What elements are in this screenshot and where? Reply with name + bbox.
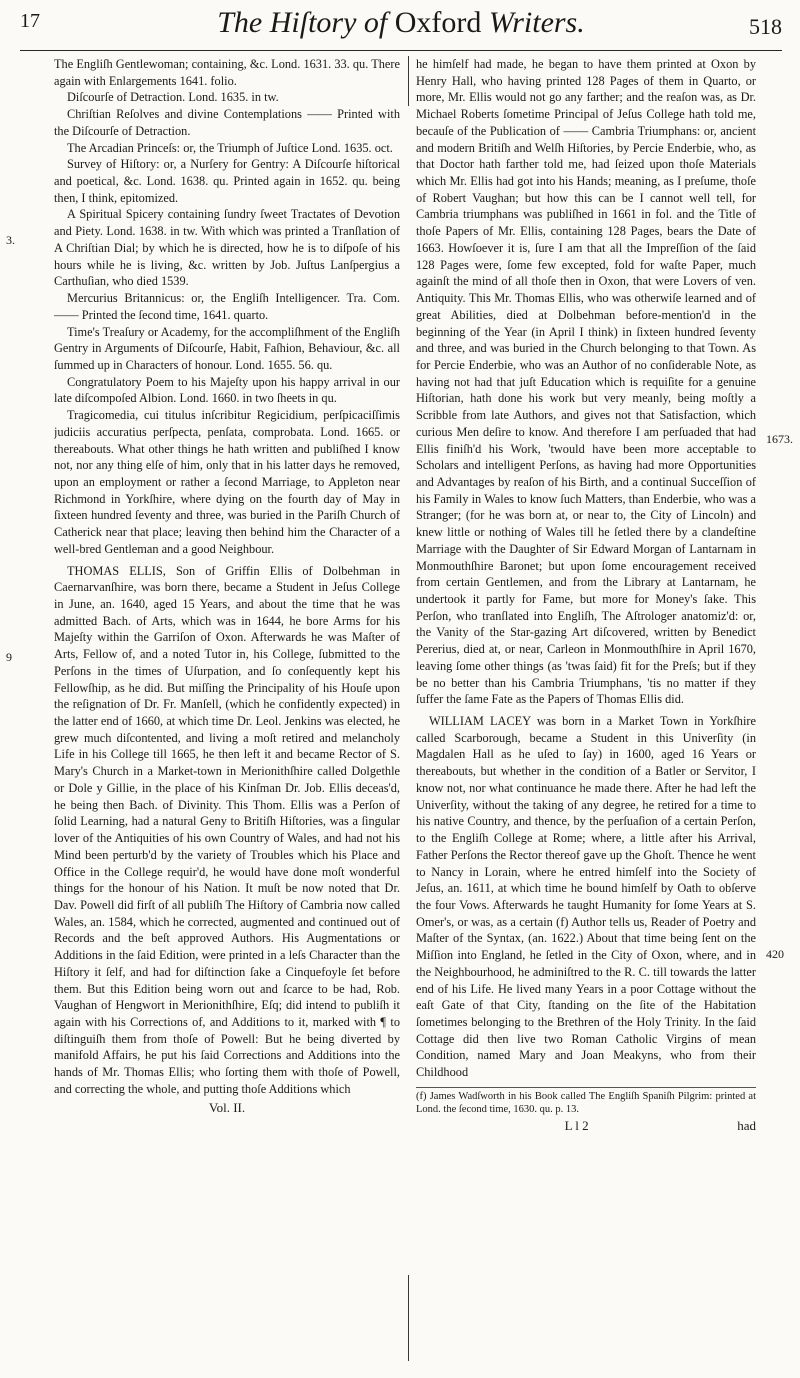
entry-arcadian-princess: The Arcadian Princeſs: or, the Triumph of Juſtice Lond. 1635. oct. (67, 140, 393, 155)
page-number-right: 518 (749, 14, 782, 39)
margin-note-right-1: 1673. (766, 432, 793, 446)
margin-note-left-2: 9 (6, 650, 12, 664)
entry-congratulatory-poem: Congratulatory Poem to his Majeſty upon his happy arrival in our late diſcompoſed Albion. Lond. 1660. in two ſheets in qu. (54, 374, 400, 406)
entry-mercurius-britannicus: Mercurius Britannicus: or, the Engliſh Intelligencer. Tra. Com. —— Printed the ſecond time, 1641. quarto. (54, 291, 400, 322)
entry-christian-resolves: Chriſtian Reſolves and divine Contemplations —— Printed with the Diſcourſe of Detraction. (54, 107, 400, 138)
title-part-1: The Hiſtory of (217, 6, 388, 39)
title-part-2: Oxford (394, 6, 482, 39)
entry-thomas-ellis: THOMAS ELLIS, Son of Griffin Ellis of Dolbehman in Caernarvanſhire, was born there, became a Student in Jeſus College in June, an. 1640, aged 15 Years, and about the time that he was admitted Bach. of Arts, which was in 1644, he bore Arms for his Majeſty within the Garriſon of Oxon. Afterwards he was Maſter of Arts, Fellow of, and a noted Tutor in, his College, ſubmitted to the Perſons in the times of Uſurpation, and ſo conſequently kept his Fellowſhip, as he did. But miſſing the Principality of his Houſe upon the reſignation of Dr. Fr. Manſell, (which he confidently expected) in the latter end of 1660, at which time Dr. Leol. Jenkins was elected, he grew much diſcontented, and living a moſt retired and melancholy Life in his College till 1665, he then left it and became Rector of S. Mary's Church in a Market-town in Merionithſhire called Dolgethle or Dole y Gillie, in the place of his Kinſman Dr. Job. Ellis deceas'd, he being then Bach. of Divinity. This Thom. Ellis was a Perſon of ſolid Learning, had a natural Geny to Britiſh Hiſtories, was a ſingular lover of the Antiquities of his own Country of Wales, and had not his Mind been perturb'd by the variety of Troubles which his Place and Office in the College requir'd, he would have done moſt wonderful things for the honour of his Nation. It muſt be now noted that Dr. Dav. Powell did firſt of all publiſh The Hiſtory of Cambria now called Wales, an. 1584, which he corrected, augmented and continued out of Records and the beſt approved Authors. His Augmentations or Additions in the ſaid Edition, were printed in a leſs Character than the Hiſtory it ſelf, and had for diſtinction ſake a Cinquefoyle ſet before them. But this Edition being worn out and ſcarce to be had, Rob. Vaughan of Hengwort in Merionithſhire, Eſq; did intend to publiſh it again with his Corrections of, and Additions to it, marked with ¶ to diſtinguiſh them from thoſe of Powell: But he being diverted by manifold Affairs, he put his ſaid Corrections and Additions into the hands of Mr. Thomas Ellis; who ſorting them with thoſe of Powell, and correcting the whole, and putting thoſe Additions which (54, 563, 400, 1096)
title-part-3: Writers. (488, 6, 585, 39)
running-header (20, 6, 782, 50)
header-rule (20, 50, 782, 51)
signature-right (416, 1118, 756, 1135)
entry-times-treasury: Time's Treaſury or Academy, for the accompliſhment of the Engliſh Gentry in Arguments of Diſcourſe, Habit, Faſhion, Behaviour, &c. all ſummed up in Characters of honour. Lond. 1655. 56. qu. (54, 324, 400, 372)
margin-note-left-1: 3. (6, 233, 15, 247)
margin-note-right-2: 420 (766, 947, 784, 961)
entry-tragicomedia: Tragicomedia, cui titulus inſcribitur Regicidium, perſpicaciſſimis judiciis accuratius perſpecta, penſata, comprobata. Lond. 1665. or thereabouts. What other things he hath written and publiſhed I know not, nor any thing elſe of him, only that in his latter days he removed, upon an employment or rather a ſecond Marriage, to Appleton near Richmond in Yorkſhire, where dying on the fourth day of May in ſixteen hundred ſeventy and three, was buried in the Pariſh Church of Catherick near that place; leaving then behind him the Character of a well-bred Gentleman and a good Neighbour. (54, 408, 400, 556)
page-number-left: 17 (20, 10, 40, 32)
entry-english-gentlewoman: The Engliſh Gentlewoman; containing, &c. Lond. 1631. 33. qu. There again with Enlargements 1641. folio. (54, 57, 400, 88)
signature-left: Vol. II. (208, 1099, 246, 1115)
entry-discourse-detraction: Diſcourſe of Detraction. Lond. 1635. in tw. (67, 90, 279, 105)
catchword: had (737, 1117, 756, 1133)
entry-thomas-ellis-cont: he himſelf had made, he began to have them printed at Oxon by Henry Hall, who having printed 128 Pages of them in Quarto, or more, Mr. Ellis would not go any farther; and the reaſon was, as Dr. Michael Roberts ſometime Principal of Jeſus College hath told me, becauſe of the Publication of —— Cambria Triumphans: or, ancient and modern Britiſh and Welſh Hiſtories, by Percie Enderbie, who, as that Doctor hath farther told me, had ſeized upon thoſe Materials which Mr. Ellis had got into his Hands; meaning, as I preſume, thoſe of Robert Vaughan; but how this can be I cannot well tell, for Cambria triumphans was publiſhed in 1661 in fol. and the Title of thoſe Papers of Mr. Ellis, containing 128 Pages, bears the Date of 1663. Howſoever it is, ſure I am that all the Impreſſion of the ſaid 128 Pages were, ſome few excepted, fold for waſte Paper, much againſt the mind of all thoſe then in Oxon, that were Lovers of ven. Antiquity. This Mr. Thomas Ellis, who was otherwiſe learned and of great Abilities, died at Dolbehman before-mention'd in the beginning of the Year (in April I think) in ſixteen hundred ſeventy and three, and was buried in the Church belonging to that Town. As for Percie Enderbie, who was an Author of no conſiderable Note, as having not had that juſt Education which is requiſite for a genuine Hiſtorian, hath done his work but very meanly, being moſtly a Scribble from late Authors, and gives not that Satisfaction, which curious Men deſire to know. And therefore I am perſuaded that had Ellis finiſh'd his Work, 'twould have been more acceptable to Scholars and intelligent Perſons, as having had more Opportunities and Advantages by reaſon of his Birth, and a continual Succeſſion of his Family in Wales to know ſuch Matters, than Enderbie, who was a Stranger; (for he was born at, or near to, the City of Lincoln) and knew little or nothing of Wales till he ſetled there by a clandeſtine Marriage with the Daughter of Sir Edward Morgan of Lantarnam in Monmouthſhire Baronet; but upon ſome encouragement received from certain Gentlemen, and from the Library at Lantarnam, he undertook it partly for Fame, but more for Money's ſake. This Perſon, who tranſlated into Engliſh, The Aſtrologer anatomiz'd: or, the Vanity of the Star-gazing Art diſcovered, written by Benedict Pererius, died at, or near, Carleon in Monmouthſhire in April 1670, leaving ſome other things (as 'twas ſaid) fit for the Preſs; but if they be no better than his Cambria Triumphans, 'tis no matter if they ſuffer the ſame Fate as the Papers of Thomas Ellis did. (416, 57, 756, 707)
entry-william-lacey: WILLIAM LACEY was born in a Market Town in Yorkſhire called Scarborough, became a Student in this Univerſity (in Magdalen Hall as he uſed to ſay) in 1600, aged 16 Years or thereabouts, but whether in the condition of a Batler or Servitor, I know not, nor what continuance he made there. After he had left the Univerſity, without the taking of any degree, he retired for a time to his native Country, and thence, by the perſuaſion of a certain Perſon, to the Engliſh College at Rome; where, a little after his Arrival, Father Perſons the Rector thereof gave up the Ghoſt. Thence he went to Nancy in Lorain, where he entred himſelf into the Society of Jeſus, an. 1611, at which time he bound himſelf by Oath to obſerve the four Vows. Afterwards he taught Humanity for ſome Years at S. Omer's, or was, as a certain (f) Author tells us, Reader of Poetry and Maſter of the Syntax, (an. 1622.) About that time being ſent on the Miſſion into England, he ſetled in the City of Oxon, where, and in the Neighbourhood, he adminiſtred to the R. C. till towards the latter end of his Life. He lived many Years in a poor Cottage without the eaſt Gate of that City, ſtanding on the ſite of the Habitation ſometimes belonging to the Brethren of the Holy Trinity. In the ſaid Cottage did then live two Roman Catholic Virgins of mean Condition, named Mary and Joan Meakyns, who from their Childhood (416, 714, 756, 1080)
column-divider-bottom (408, 1275, 409, 1361)
footnote: (f) James Wadſworth in his Book called The Engliſh Spaniſh Pilgrim: printed at Lond. the ſecond time, 1630. qu. p. 13. (416, 1087, 756, 1116)
column-divider-top (408, 56, 409, 106)
left-column (54, 56, 400, 1361)
entry-survey-history: Survey of Hiſtory: or, a Nurſery for Gentry: A Diſcourſe hiſtorical and poetical, &c. Lond. 1638. qu. Printed again in 1652. qu. being then, I think, epitomized. (54, 157, 400, 205)
right-column (416, 56, 756, 1361)
signature-mark: L l 2 (564, 1117, 589, 1133)
entry-spiritual-spicery: A Spiritual Spicery containing ſundry ſweet Tractates of Devotion and Piety. Lond. 1638. in tw. With which was printed a Tranſlation of A Chriſtian Dial; by which he is directed, how he is to diſpoſe of his hours while he is living, &c. written by Job. Juſtus Lanſpergius a Carthuſian, who died 1539. (54, 207, 400, 289)
page-title (20, 6, 782, 40)
